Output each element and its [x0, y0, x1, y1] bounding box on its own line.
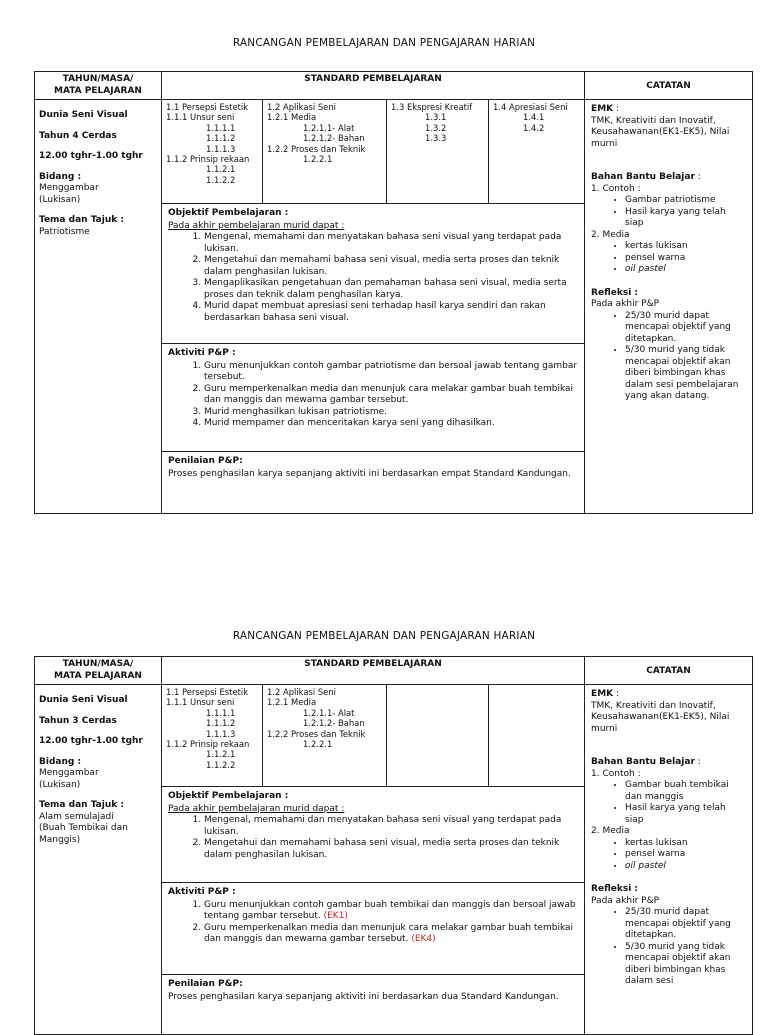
media-list: [591, 838, 746, 873]
list-item: [204, 900, 578, 923]
media-label: 2. Media: [591, 229, 630, 240]
std-line: 1.1.1 Unsur seni: [166, 112, 235, 123]
std-line: 1.1.1 Unsur seni: [166, 697, 235, 708]
list-item: 2. Mengetahui dan memahami bahasa seni visual, media serta proses dan teknik dalam penghasilan lukisan.: [204, 838, 578, 861]
emk-label: EMK: [591, 689, 614, 700]
class-info-cell: [35, 685, 162, 1035]
standard-creative-expression: [387, 100, 489, 204]
activity-list: [168, 900, 578, 946]
activity-cell: [162, 883, 585, 975]
activity-heading: Aktiviti P&P :: [168, 887, 236, 898]
reflection-list: [591, 311, 746, 403]
objective-heading: Objektif Pembelajaran :: [168, 208, 289, 219]
list-item: 3. Mengaplikasikan pengetahuan dan pemahaman bahasa seni visual, media serta proses dan teknik dalam penghasilan karya.: [204, 278, 578, 301]
standard-art-appreciation: [489, 685, 585, 787]
std-line: 1.2.1.2- Bahan: [303, 133, 365, 144]
theme-label: Tema dan Tajuk :: [39, 800, 124, 811]
list-item: [204, 923, 578, 946]
std-line: 1.2.1.1- Alat: [303, 122, 355, 133]
class-name: Tahun 4 Cerdas: [39, 130, 117, 141]
std-line: 1.4.2: [523, 122, 545, 133]
examples-list: [591, 780, 746, 826]
objective-intro: Pada akhir pembelajaran murid dapat :: [168, 803, 345, 814]
list-item: [204, 407, 578, 419]
ek-tag: (EK4): [411, 934, 436, 945]
std-line: 1.3 Ekspresi Kreatif: [391, 102, 473, 113]
objective-cell: [162, 787, 585, 883]
plan-title: RANCANGAN PEMBELAJARAN DAN PENGAJARAN HARIAN: [232, 630, 536, 642]
std-line: 1.1.1.1: [206, 707, 236, 718]
std-line: 1.1.1.3: [206, 143, 236, 154]
header-year-time-subject: TAHUN/MASA/ MATA PELAJARAN: [35, 657, 162, 685]
activity-cell: [162, 344, 585, 452]
std-line: 1.1 Persepsi Estetik: [166, 687, 249, 698]
activity-text: Murid menghasilkan lukisan patriotisme.: [204, 406, 388, 417]
std-line: 1.1.2.1: [206, 749, 236, 760]
reflection-intro: Pada akhir P&P: [591, 299, 660, 310]
activity-text: Guru menunjukkan contoh gambar patriotisme dan bersoal jawab tentang gambar tersebut.: [204, 360, 578, 383]
header-year-time-subject: TAHUN/MASA/ MATA PELAJARAN: [35, 72, 162, 100]
field-value: Menggambar (Lukisan): [39, 768, 99, 790]
theme-value: Alam semulajadi (Buah Tembikai dan Manggis): [39, 811, 128, 845]
reflection-label: Refleksi :: [591, 287, 639, 298]
std-line: 1.2 Aplikasi Seni: [267, 102, 336, 113]
std-line: 1.3.2: [425, 122, 447, 133]
std-line: 1.2.1.1- Alat: [303, 707, 355, 718]
list-item: • Gambar buah tembikai dan manggis: [625, 780, 746, 803]
activity-text: Murid mempamer dan menceritakan karya seni yang dihasilkan.: [204, 418, 495, 429]
objective-intro: Pada akhir pembelajaran murid dapat :: [168, 220, 345, 231]
activity-list: [168, 361, 578, 430]
reflection-intro: Pada akhir P&P: [591, 895, 660, 906]
standard-art-appreciation: [489, 100, 585, 204]
notes-cell: EMK : TMK, Kreativiti dan Inovatif, Keusahawanan(EK1-EK5), Nilai murni Bahan Bantu Belajar : 1. Contoh : • Gambar buah tembikai dan manggis • Hasil karya yang telah siap 2. Media • kertas lukisan • pensel warna • oil pastel Refleksi : Pada akhir P&P • 25/30 murid dapat mencapai objektif yang ditetapkan. • 5/30 murid yang tidak mencapai objektif akan diberi bimbingan khas dalam sesi: [585, 685, 753, 1035]
std-line: 1.2 Aplikasi Seni: [267, 687, 336, 698]
std-line: 1.2.2.1: [303, 153, 333, 164]
std-line: 1.2.1 Media: [267, 697, 317, 708]
std-line: 1.2.1.2- Bahan: [303, 718, 365, 729]
std-line: 1.3.1: [425, 112, 447, 123]
lesson-plan-table: [34, 656, 753, 1035]
list-item: • 5/30 murid yang tidak mencapai objektif akan diberi bimbingan khas dalam sesi pembelajaran yang akan datang.: [625, 345, 746, 403]
header-notes: CATATAN: [585, 657, 753, 685]
std-line: 1.3.3: [425, 133, 447, 144]
field-value: Menggambar (Lukisan): [39, 183, 99, 205]
activity-text: Guru memperkenalkan media dan menunjuk cara melakar gambar buah tembikai dan manggis dan mewarna gambar tersebut.: [204, 922, 574, 945]
notes-cell: EMK : TMK, Kreativiti dan Inovatif, Keusahawanan(EK1-EK5), Nilai murni Bahan Bantu Belajar : 1. Contoh : • Gambar patriotisme • Hasil karya yang telah siap 2. Media • kertas lukisan • pensel warna • oil pastel Refleksi : Pada akhir P&P • 25/30 murid dapat mencapai objektif yang ditetapkan. • 5/30 murid yang tidak mencapai objektif akan diberi bimbingan khas dalam sesi pembelajaran yang akan datang.: [585, 100, 753, 514]
theme-label: Tema dan Tajuk :: [39, 215, 124, 226]
list-item: [204, 384, 578, 407]
lesson-plan-table: [34, 71, 753, 514]
lesson-time: 12.00 tghr-1.00 tghr: [39, 736, 143, 747]
examples-label: 1. Contoh :: [591, 183, 641, 194]
list-item: • Gambar patriotisme: [625, 195, 746, 207]
list-item: • Hasil karya yang telah siap: [625, 207, 746, 230]
list-item: • oil pastel: [625, 264, 746, 276]
objective-cell: [162, 204, 585, 344]
std-line: 1.1.2 Prinsip rekaan: [166, 738, 250, 749]
objective-list: [168, 232, 578, 324]
header-learning-standard: STANDARD PEMBELAJARAN: [162, 72, 585, 100]
reflection-label: Refleksi :: [591, 884, 639, 895]
field-label: Bidang :: [39, 171, 82, 182]
teaching-aids-label: Bahan Bantu Belajar: [591, 172, 695, 183]
std-line: 1.1 Persepsi Estetik: [166, 102, 249, 113]
field-label: Bidang :: [39, 756, 82, 767]
list-item: • 25/30 murid dapat mencapai objektif yang ditetapkan.: [625, 311, 746, 346]
std-line: 1.1.1.2: [206, 718, 236, 729]
header-learning-standard: STANDARD PEMBELAJARAN: [162, 657, 585, 685]
standard-aesthetic-perception: [162, 685, 263, 787]
examples-label: 1. Contoh :: [591, 768, 641, 779]
assessment-text: Proses penghasilan karya sepanjang aktiviti ini berdasarkan dua Standard Kandungan.: [168, 991, 559, 1002]
standard-art-application: [263, 100, 387, 204]
list-item: 4. Murid dapat membuat apresiasi seni terhadap hasil karya sendiri dan rakan berdasarkan bahasa seni visual.: [204, 301, 578, 324]
emk-value: TMK, Kreativiti dan Inovatif, Keusahawanan(EK1-EK5), Nilai murni: [591, 700, 730, 734]
assessment-text: Proses penghasilan karya sepanjang aktiviti ini berdasarkan empat Standard Kandungan.: [168, 468, 571, 479]
emk-value: TMK, Kreativiti dan Inovatif, Keusahawanan(EK1-EK5), Nilai murni: [591, 115, 730, 149]
objective-heading: Objektif Pembelajaran :: [168, 791, 289, 802]
list-item: • pensel warna: [625, 253, 746, 265]
std-line: 1.1.1.3: [206, 728, 236, 739]
standard-creative-expression: [387, 685, 489, 787]
emk-label: EMK: [591, 104, 614, 115]
header-notes: CATATAN: [585, 72, 753, 100]
std-line: 1.2.2 Proses dan Teknik: [267, 728, 366, 739]
list-item: • oil pastel: [625, 861, 746, 873]
list-item: 2. Mengetahui dan memahami bahasa seni visual, media serta proses dan teknik dalam penghasilan lukisan.: [204, 255, 578, 278]
std-line: 1.1.1.2: [206, 133, 236, 144]
reflection-list: [591, 907, 746, 988]
standard-art-application: [263, 685, 387, 787]
list-item: • kertas lukisan: [625, 241, 746, 253]
assessment-cell: [162, 975, 585, 1035]
std-line: 1.1.2.2: [206, 759, 236, 770]
class-name: Tahun 3 Cerdas: [39, 715, 117, 726]
lesson-time: 12.00 tghr-1.00 tghr: [39, 151, 143, 162]
std-line: 1.2.1 Media: [267, 112, 317, 123]
std-line: 1.1.1.1: [206, 122, 236, 133]
list-item: 1. Mengenal, memahami dan menyatakan bahasa seni visual yang terdapat pada lukisan.: [204, 232, 578, 255]
standard-aesthetic-perception: [162, 100, 263, 204]
std-line: 1.4 Apresiasi Seni: [493, 102, 568, 113]
list-item: 1. Mengenal, memahami dan menyatakan bahasa seni visual yang terdapat pada lukisan.: [204, 815, 578, 838]
std-line: 1.2.2.1: [303, 738, 333, 749]
objective-list: [168, 815, 578, 861]
assessment-heading: Penilaian P&P:: [168, 456, 243, 467]
list-item: [204, 361, 578, 384]
list-item: • pensel warna: [625, 849, 746, 861]
examples-list: [591, 195, 746, 230]
assessment-cell: [162, 452, 585, 514]
list-item: • kertas lukisan: [625, 838, 746, 850]
activity-text: Guru memperkenalkan media dan menunjuk cara melakar gambar buah tembikai dan manggis dan mewarna gambar tersebut.: [204, 383, 574, 406]
subject-name: Dunia Seni Visual: [39, 110, 128, 121]
media-list: [591, 241, 746, 276]
class-info-cell: [35, 100, 162, 514]
std-line: 1.1.2.2: [206, 174, 236, 185]
subject-name: Dunia Seni Visual: [39, 695, 128, 706]
list-item: • 5/30 murid yang tidak mencapai objektif akan diberi bimbingan khas dalam sesi: [625, 942, 746, 988]
plan-title: RANCANGAN PEMBELAJARAN DAN PENGAJARAN HARIAN: [232, 37, 536, 49]
list-item: • 25/30 murid dapat mencapai objektif yang ditetapkan.: [625, 907, 746, 942]
teaching-aids-label: Bahan Bantu Belajar: [591, 757, 695, 768]
std-line: 1.2.2 Proses dan Teknik: [267, 143, 366, 154]
activity-text: Guru menunjukkan contoh gambar buah tembikai dan manggis dan bersoal jawab tentang gambar tersebut.: [204, 899, 576, 922]
std-line: 1.1.2.1: [206, 164, 236, 175]
activity-heading: Aktiviti P&P :: [168, 348, 236, 359]
assessment-heading: Penilaian P&P:: [168, 979, 243, 990]
std-line: 1.1.2 Prinsip rekaan: [166, 153, 250, 164]
theme-value: Patriotisme: [39, 226, 90, 237]
std-line: 1.4.1: [523, 112, 545, 123]
list-item: [204, 418, 578, 430]
media-label: 2. Media: [591, 826, 630, 837]
list-item: • Hasil karya yang telah siap: [625, 803, 746, 826]
ek-tag: (EK1): [323, 911, 348, 922]
